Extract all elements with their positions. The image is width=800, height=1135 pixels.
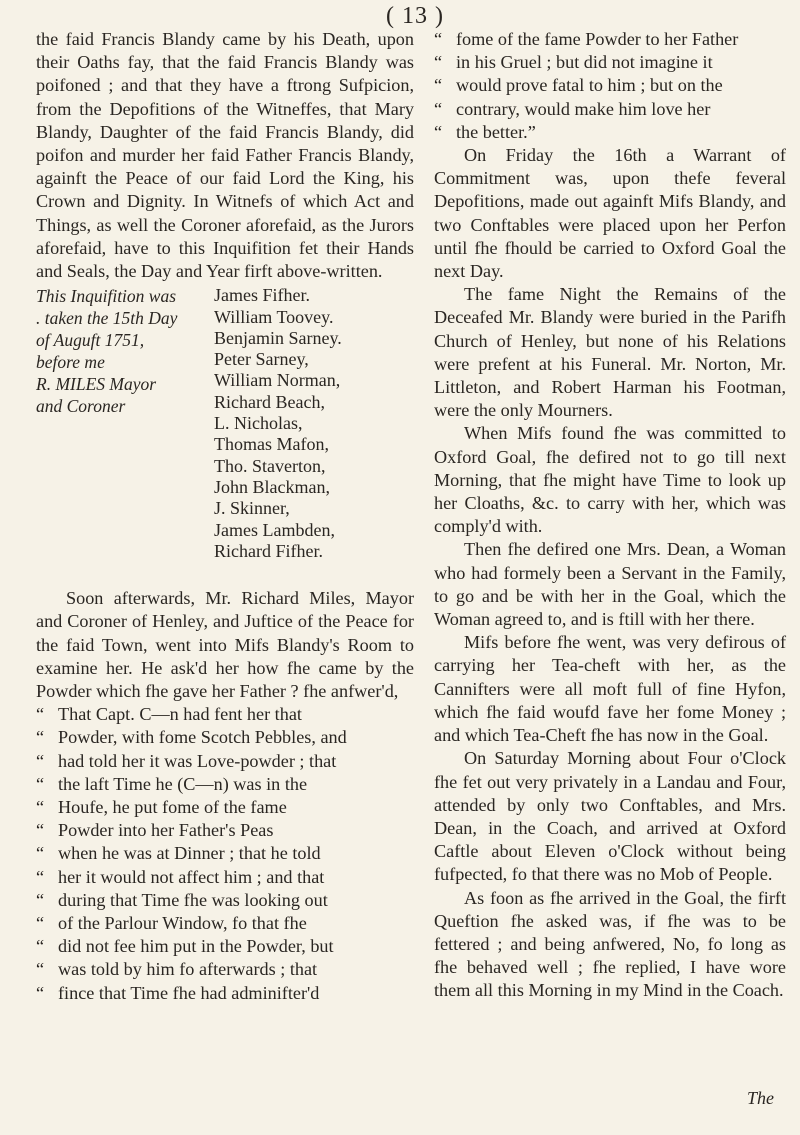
quote-line: “ Powder into her Father's Peas	[36, 819, 414, 842]
quote-line: “ fince that Time fhe had adminifter'd	[36, 982, 414, 1005]
attestation	[36, 285, 212, 562]
quote-line: “ That Capt. C—n had fent her that	[36, 703, 414, 726]
quote-line: “ Powder, with fome Scotch Pebbles, and	[36, 726, 414, 749]
juror-name: John Blackman,	[214, 476, 330, 497]
funeral-paragraph: The fame Night the Remains of the Deceafed Mr. Blandy were buried in the Parifh Church of Henley, but none of his Relations were prefent at his Funeral. Mr. Norton, Mr. Littleton, and Robert Harman his Footman, were the only Mourners.	[434, 284, 786, 421]
quote-line: “ was told by him fo afterwards ; that	[36, 958, 414, 981]
left-column	[36, 28, 414, 1005]
page-number: ( 13 )	[386, 3, 444, 29]
juror-name: J. Skinner,	[214, 498, 290, 519]
signature-block	[36, 285, 414, 562]
quote-line: “ would prove fatal to him ; but on the	[434, 74, 786, 97]
attest-line: before me	[36, 352, 105, 373]
committed-paragraph: When Mifs found fhe was committed to Oxford Goal, fhe defired not to go till next Morning, that fhe might have Time to look up her Cloaths, &c. to carry with her, which was comply'd with.	[434, 423, 786, 537]
juror-name: Richard Fifher.	[214, 540, 323, 561]
quote-line: “ Houfe, he put fome of the fame	[36, 796, 414, 819]
quote-line: “ in his Gruel ; but did not imagine it	[434, 51, 786, 74]
juror-name: James Fifher.	[214, 285, 310, 306]
juror-name: Peter Sarney,	[214, 349, 309, 370]
servant-paragraph: Then fhe defired one Mrs. Dean, a Woman who had formely been a Servant in the Family, to go and be with her in the Goal, which the Woman agreed to, and is ftill with her there.	[434, 539, 786, 630]
juror-name: James Lambden,	[214, 519, 335, 540]
journey-paragraph: On Saturday Morning about Four o'Clock fhe fet out very privately in a Landau and Four, attended by only two Conftables, and Mrs. Dean, in the Coach, and arrived at Oxford Caftle about Eleven o'Clock without being fufpected, fo that there was no Mob of People.	[434, 748, 786, 885]
quote-line: “ of the Parlour Window, fo that fhe	[36, 912, 414, 935]
confession-quote-continued	[434, 28, 786, 144]
examination-paragraph: Soon afterwards, Mr. Richard Miles, Mayor and Coroner of Henley, and Juftice of the Peace for the faid Town, went into Mifs Blandy's Room to examine her. He ask'd her how fhe came by the Powder which fhe gave her Father ? fhe anfwer'd,	[36, 588, 414, 701]
tea-chest-paragraph: Mifs before fhe went, was very defirous of carrying her Tea-cheft with her, as the Cannifters were all moft full of fine Hyfon, which fhe faid woufd fave her fome Money ; and which Tea-Cheft fhe has now in the Goal.	[434, 632, 786, 746]
quote-line: “ during that Time fhe was looking out	[36, 889, 414, 912]
attest-line: . taken the 15th Day	[36, 308, 178, 329]
juror-name: Thomas Mafon,	[214, 434, 329, 455]
quote-line: “ when he was at Dinner ; that he told	[36, 842, 414, 865]
warrant-paragraph: On Friday the 16th a Warrant of Commitment was, upon thefe feveral Depofitions, made out againft Mifs Blandy, and two Conftables were placed upon her Perfon until fhe fhould be carried to Oxford Goal the next Day.	[434, 145, 786, 282]
confession-quote	[36, 703, 414, 1005]
juror-name: Richard Beach,	[214, 391, 325, 412]
attest-line: This Inquifition was	[36, 286, 177, 307]
quote-line: “ had told her it was Love-powder ; that	[36, 750, 414, 773]
attest-line: R. MILES Mayor	[36, 374, 157, 395]
juror-name: Tho. Staverton,	[214, 455, 326, 476]
quote-line: “ the laft Time he (C—n) was in the	[36, 773, 414, 796]
right-column	[434, 28, 786, 1003]
fetters-paragraph: As foon as fhe arrived in the Goal, the firft Queftion fhe asked was, if fhe was to be fettered ; and being anfwered, No, fo long as fhe behaved well ; fhe replied, I have wore them all this Morning in my Mind in the Coach.	[434, 887, 786, 1001]
quote-line: “ contrary, would make him love her	[434, 98, 786, 121]
juror-name: Benjamin Sarney.	[214, 327, 342, 348]
inquisition-paragraph: the faid Francis Blandy came by his Death, upon their Oaths fay, that the faid Francis Blandy was poifoned ; and that they have a ftrong Sufpicion, from the Depofitions of the Witneffes, that Mary Blandy, Daughter of the faid Francis Blandy, did poifon and murder her faid Father Francis Blandy, againft the Peace of our faid Lord the King, his Crown and Dignity. In Witnefs of which Act and Things, as well the Coroner aforefaid, as the Jurors aforefaid, have to this Inquifition fet their Hands and Seals, the Day and Year firft above-written.	[36, 29, 414, 282]
jurors-list	[212, 285, 414, 562]
quote-line: “ her it would not affect him ; and that	[36, 866, 414, 889]
catchword: The	[747, 1088, 774, 1108]
juror-name: William Toovey.	[214, 306, 334, 327]
juror-name: William Norman,	[214, 370, 341, 391]
attest-line: of Auguft 1751,	[36, 330, 145, 351]
juror-name: L. Nicholas,	[214, 413, 303, 434]
attest-line: and Coroner	[36, 396, 126, 417]
quote-line: “ fome of the fame Powder to her Father	[434, 28, 786, 51]
quote-line: “ the better.”	[434, 121, 786, 144]
quote-line: “ did not fee him put in the Powder, but	[36, 935, 414, 958]
